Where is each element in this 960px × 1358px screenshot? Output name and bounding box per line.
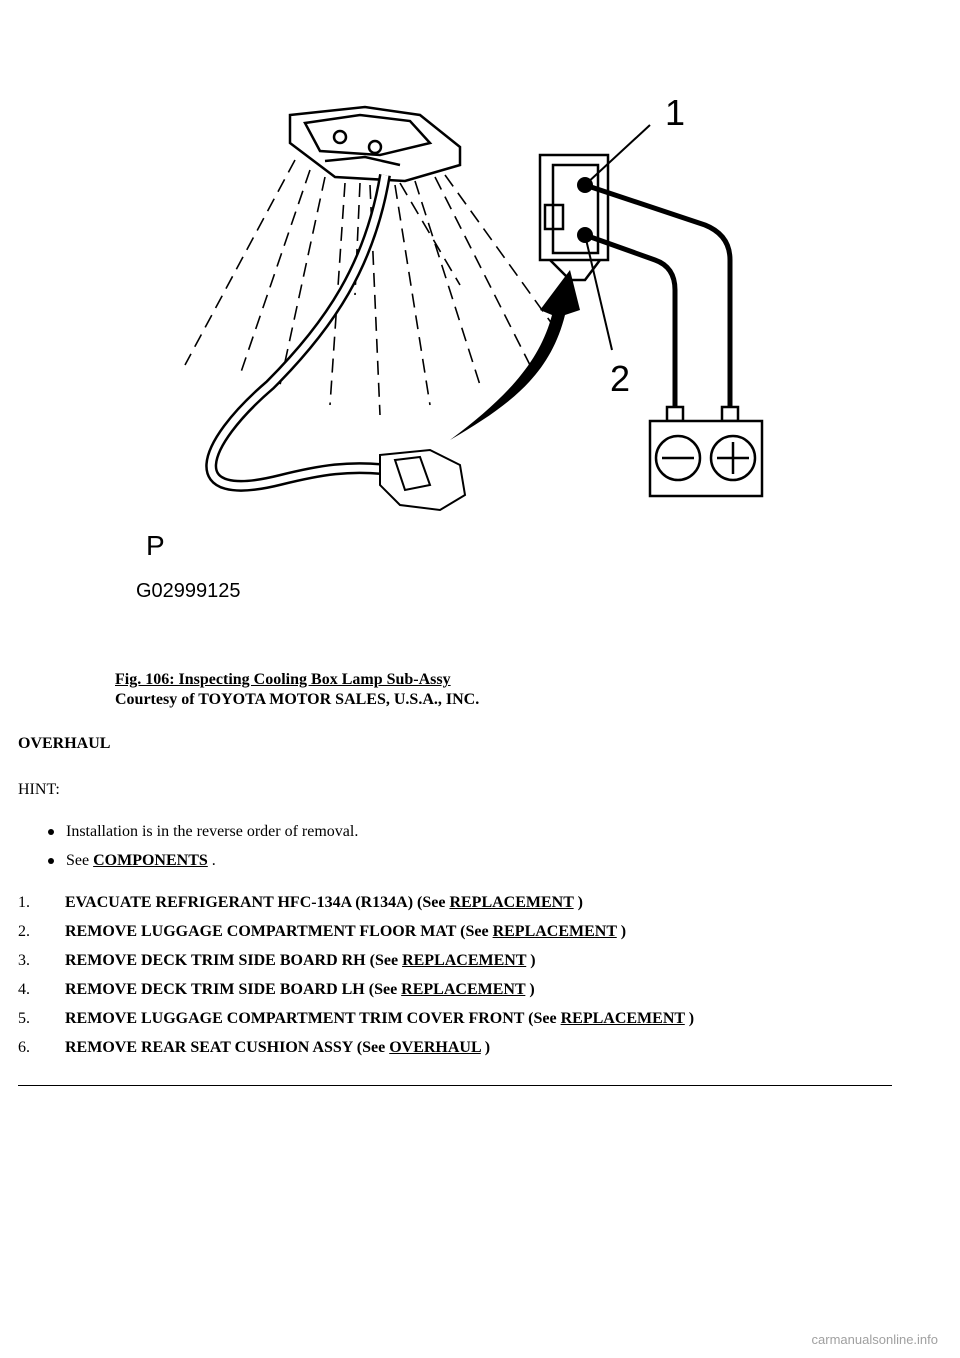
list-item: [48, 851, 358, 880]
callout-1: 1: [665, 92, 686, 133]
step-item: [18, 1038, 694, 1067]
step-number: 5.: [18, 1010, 30, 1027]
step-text: REMOVE DECK TRIM SIDE BOARD RH (See: [65, 952, 403, 969]
figure-code: G02999125: [136, 580, 241, 602]
callout-2: 2: [610, 358, 631, 399]
bullet-text-suffix: .: [207, 852, 216, 869]
replacement-link[interactable]: REPLACEMENT: [492, 923, 617, 940]
step-item: [18, 893, 694, 922]
step-number: 3.: [18, 952, 30, 969]
replacement-link[interactable]: REPLACEMENT: [449, 894, 574, 911]
step-number: 1.: [18, 894, 30, 911]
horizontal-divider: [18, 1085, 892, 1086]
step-item: [18, 1009, 694, 1038]
bullet-icon: [48, 858, 54, 864]
step-text: REMOVE DECK TRIM SIDE BOARD LH (See: [65, 981, 402, 998]
procedure-steps: [18, 893, 694, 1067]
step-suffix: ): [573, 894, 583, 911]
replacement-link[interactable]: REPLACEMENT: [560, 1010, 685, 1027]
direction-arrow: [450, 270, 580, 440]
list-item: [48, 822, 358, 851]
section-heading: OVERHAUL: [18, 735, 111, 752]
step-text: EVACUATE REFRIGERANT HFC-134A (R134A) (See: [65, 894, 450, 911]
step-item: [18, 922, 694, 951]
replacement-link[interactable]: REPLACEMENT: [402, 952, 527, 969]
step-text: REMOVE LUGGAGE COMPARTMENT FLOOR MAT (See: [65, 923, 493, 940]
step-number: 4.: [18, 981, 30, 998]
figure-courtesy: Courtesy of TOYOTA MOTOR SALES, U.S.A., INC.: [115, 691, 480, 708]
step-text: REMOVE LUGGAGE COMPARTMENT TRIM COVER FRONT (See: [65, 1010, 561, 1027]
bullet-text: Installation is in the reverse order of removal.: [66, 823, 359, 840]
bullet-icon: [48, 829, 54, 835]
step-item: [18, 951, 694, 980]
cooling-box-lamp: [290, 107, 460, 181]
step-suffix: ): [480, 1039, 491, 1056]
figure-title-link[interactable]: Fig. 106: Inspecting Cooling Box Lamp Sub-Assy: [115, 671, 451, 688]
step-suffix: ): [616, 923, 627, 940]
battery: [650, 407, 762, 496]
components-link[interactable]: COMPONENTS: [93, 852, 208, 869]
step-item: [18, 980, 694, 1009]
step-text: REMOVE REAR SEAT CUSHION ASSY (See: [65, 1039, 390, 1056]
inspection-figure: [130, 85, 810, 605]
replacement-link[interactable]: REPLACEMENT: [401, 981, 526, 998]
hint-list: [48, 822, 358, 880]
figure-caption: [115, 670, 479, 710]
step-suffix: ): [684, 1010, 695, 1027]
site-watermark: carmanualsonline.info: [811, 1332, 938, 1347]
step-number: 2.: [18, 923, 30, 940]
hint-label: HINT:: [18, 781, 60, 798]
lamp-wire: [211, 175, 390, 486]
step-number: 6.: [18, 1039, 30, 1056]
lamp-diagram: [130, 85, 810, 605]
light-rays: [185, 160, 560, 415]
figure-letter: P: [146, 530, 165, 561]
lamp-connector: [380, 450, 465, 510]
step-suffix: ): [526, 952, 536, 969]
bullet-text: See: [66, 852, 94, 869]
plus-terminal-icon: [711, 436, 755, 480]
step-suffix: ): [525, 981, 535, 998]
overhaul-link[interactable]: OVERHAUL: [389, 1039, 481, 1056]
